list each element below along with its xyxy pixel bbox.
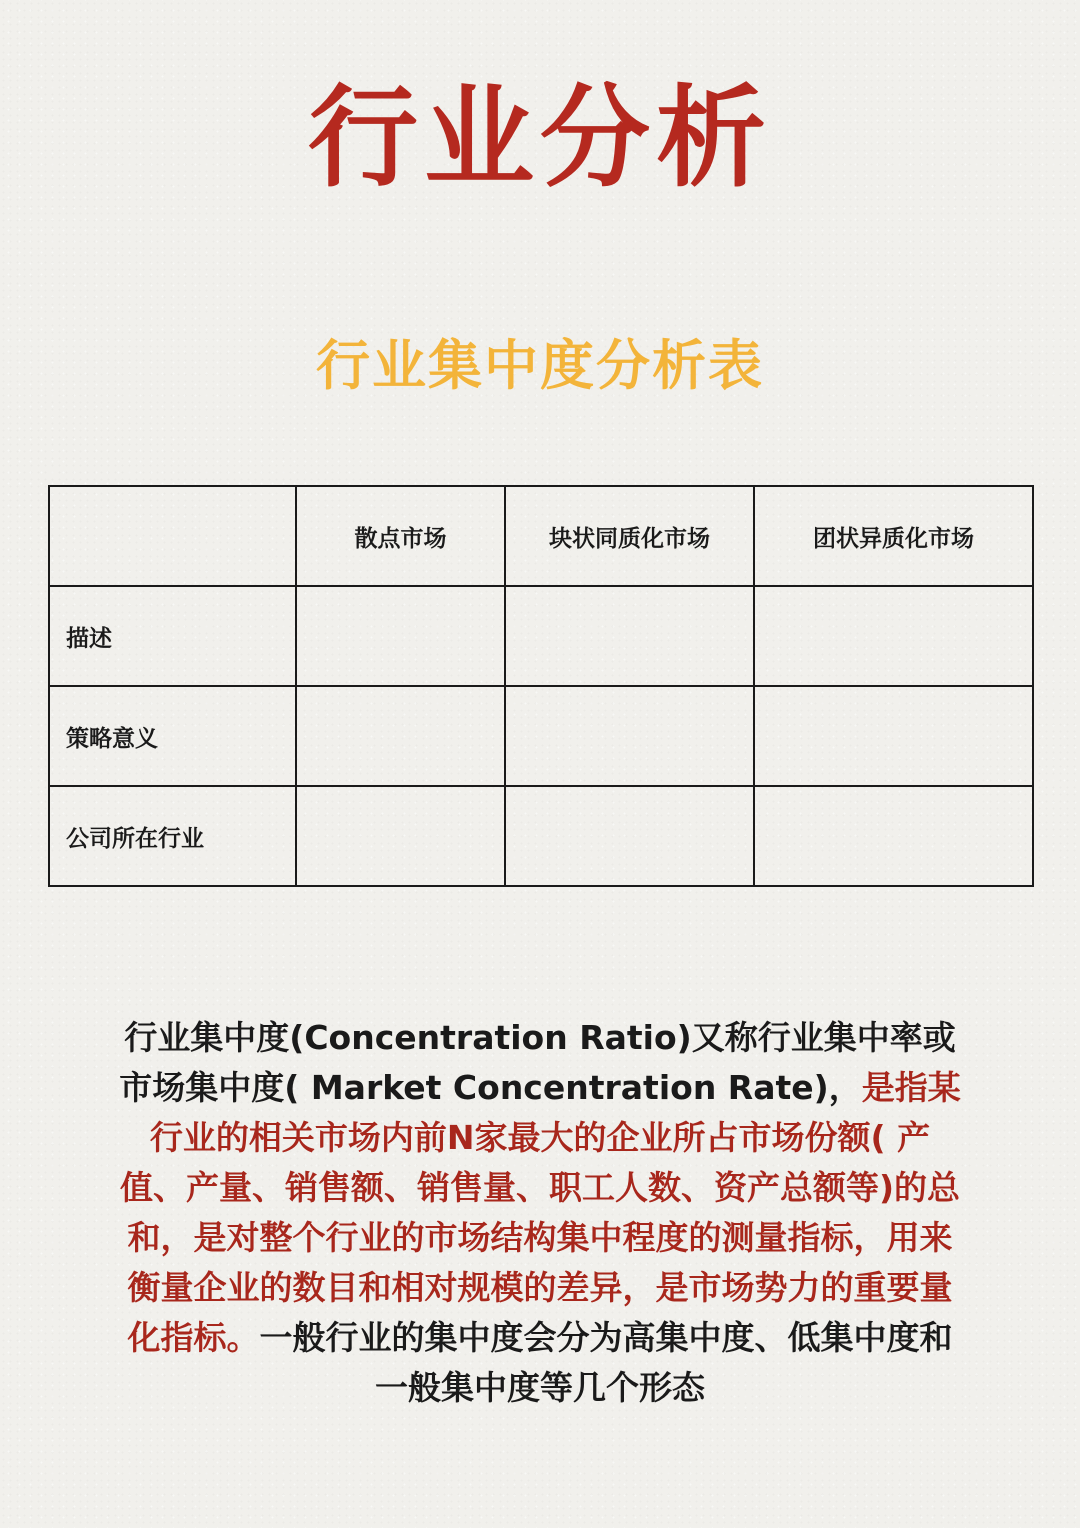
table-cell	[505, 586, 754, 686]
table-cell	[505, 686, 754, 786]
table-cell	[505, 786, 754, 886]
table-cell	[296, 686, 505, 786]
table-row	[49, 586, 1033, 686]
table-header-row	[49, 486, 1033, 586]
table-cell	[296, 586, 505, 686]
row-header-company-industry: 公司所在行业	[49, 786, 296, 886]
table-cell	[754, 786, 1033, 886]
description-intro: 行业集中度(Concentration Ratio)又称行业集中率或市场集中度( Market Concentration Rate)，	[119, 1018, 956, 1107]
table-cell	[296, 786, 505, 886]
table-row	[49, 786, 1033, 886]
concentration-table	[48, 485, 1034, 887]
column-header-scattered-market: 散点市场	[296, 486, 505, 586]
table-cell	[754, 686, 1033, 786]
row-header-description: 描述	[49, 586, 296, 686]
column-header-block-homogeneous-market: 块状同质化市场	[505, 486, 754, 586]
column-header-cluster-heterogeneous-market: 团状异质化市场	[754, 486, 1033, 586]
table-title: 行业集中度分析表	[316, 334, 764, 397]
table-cell	[754, 586, 1033, 686]
row-header-strategic-meaning: 策略意义	[49, 686, 296, 786]
table-row	[49, 686, 1033, 786]
description-highlight: 是指某行业的相关市场内前N家最大的企业所占市场份额( 产值、产量、销售额、销售量、职工人数、资产总额等)的总和，是对整个行业的市场结构集中程度的测量指标，用来衡量企业的数目和相对规模的差异，是市场势力的重要量化指标。	[119, 1068, 961, 1357]
description-paragraph	[118, 1013, 962, 1413]
page-title: 行业分析	[308, 74, 772, 202]
table-corner-cell	[49, 486, 296, 586]
description-conclusion: 一般行业的集中度会分为高集中度、低集中度和一般集中度等几个形态	[259, 1318, 953, 1407]
